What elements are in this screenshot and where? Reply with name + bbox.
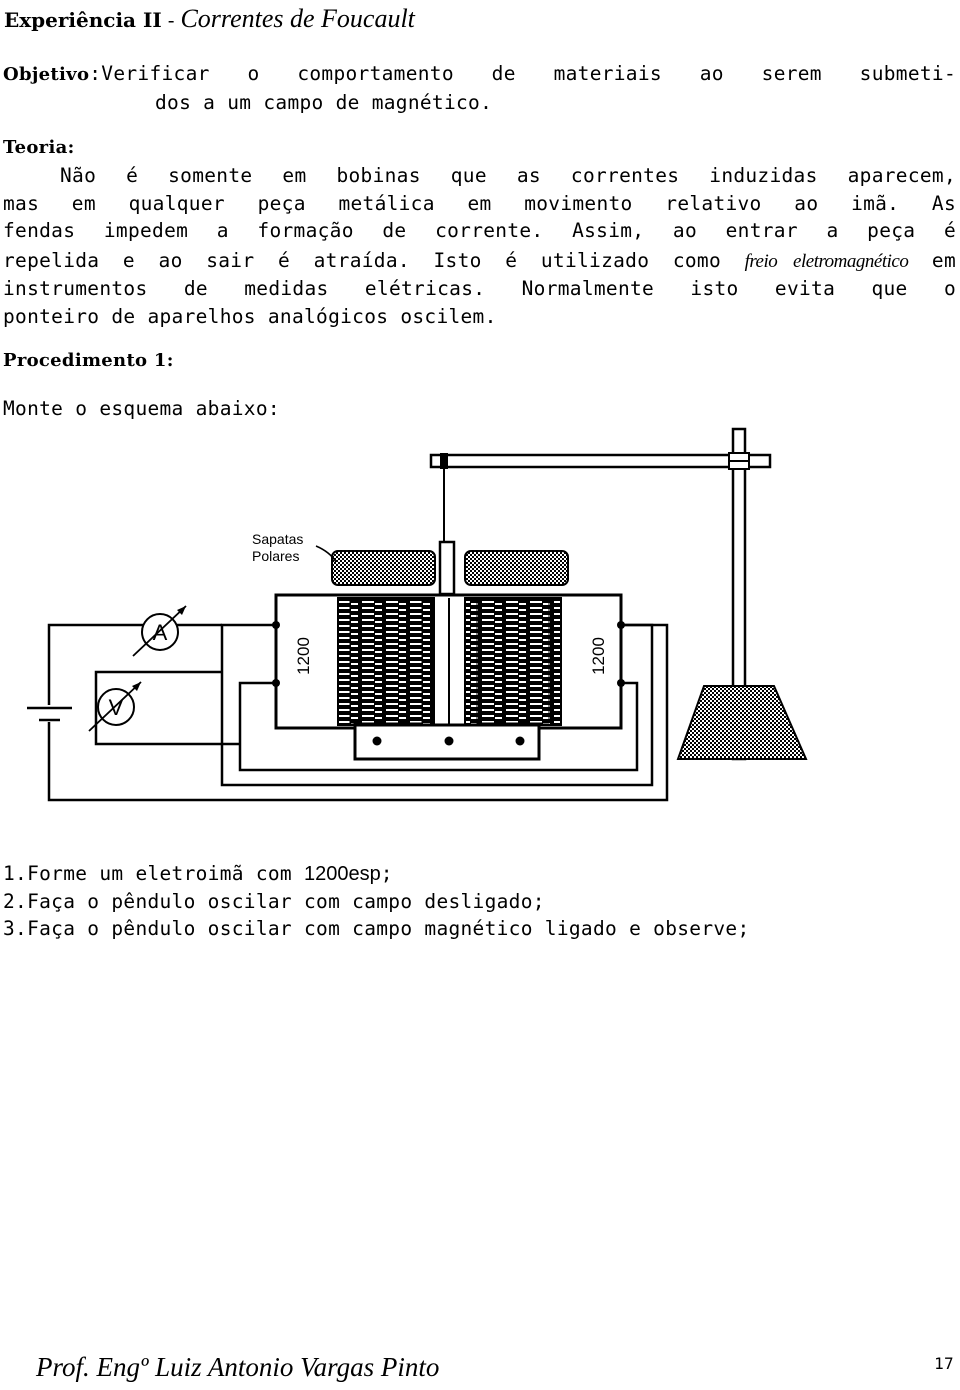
procedure-label: Procedimento 1: [3,350,174,371]
emphasis-freio: freio eletromagnético [744,250,909,272]
objective-label: Objetivo [3,64,90,85]
experiment-diagram [0,420,960,820]
procedure-intro: Monte o esquema abaixo: [3,397,280,420]
list-item: 1.Forme um eletroimã com 1200esp; [3,862,393,885]
pole-shoes-label [252,531,336,564]
pendulum [440,467,454,594]
svg-text:A: A [152,620,168,645]
title-separator: - [167,8,175,32]
theory-text: Não é somente em bobinas que as correntes induzidas aparecem, mas em qualquer peça metálica em movimento relativo ao imã. As fendas impedem a formação de corrente. Assim, ao entrar a peça é repelida e ao sair é atraída. Isto é utilizado como freio eletromagnético em instrumentos de medidas elétricas. Normalmente isto evita que o ponteiro de aparelhos analógicos oscilem. [3,164,956,328]
svg-text:Polares: Polares [252,548,300,564]
theory-label: Teoria: [3,137,75,158]
page-number: 17 [934,1354,954,1373]
ammeter [133,606,186,656]
electromagnet [272,595,625,759]
objective-text-line2: dos a um campo de magnético. [155,90,493,114]
experiment-subject: Correntes de Foucault [180,4,415,33]
list-item: 3.Faça o pêndulo oscilar com campo magnético ligado e observe; [3,917,750,940]
coil-right-turns: 1200 [589,637,608,675]
footer-author: Prof. Engº Luiz Antonio Vargas Pinto [36,1352,440,1382]
svg-text:Sapatas: Sapatas [252,531,304,547]
procedure-steps [3,860,749,942]
coil-left-turns: 1200 [294,637,313,675]
experiment-number: Experiência II [4,8,162,32]
page-title [4,4,415,34]
battery [27,708,72,720]
objective-section: Objetivo:Verificar o comportamento de materiais ao serem submeti- dos a um campo de magnético. [3,60,956,116]
objective-text-line1: Verificar o comportamento de materiais ao serem submeti- [101,62,956,85]
list-item: 2.Faça o pêndulo oscilar com campo desligado; [3,890,545,913]
svg-text:V: V [108,695,124,720]
